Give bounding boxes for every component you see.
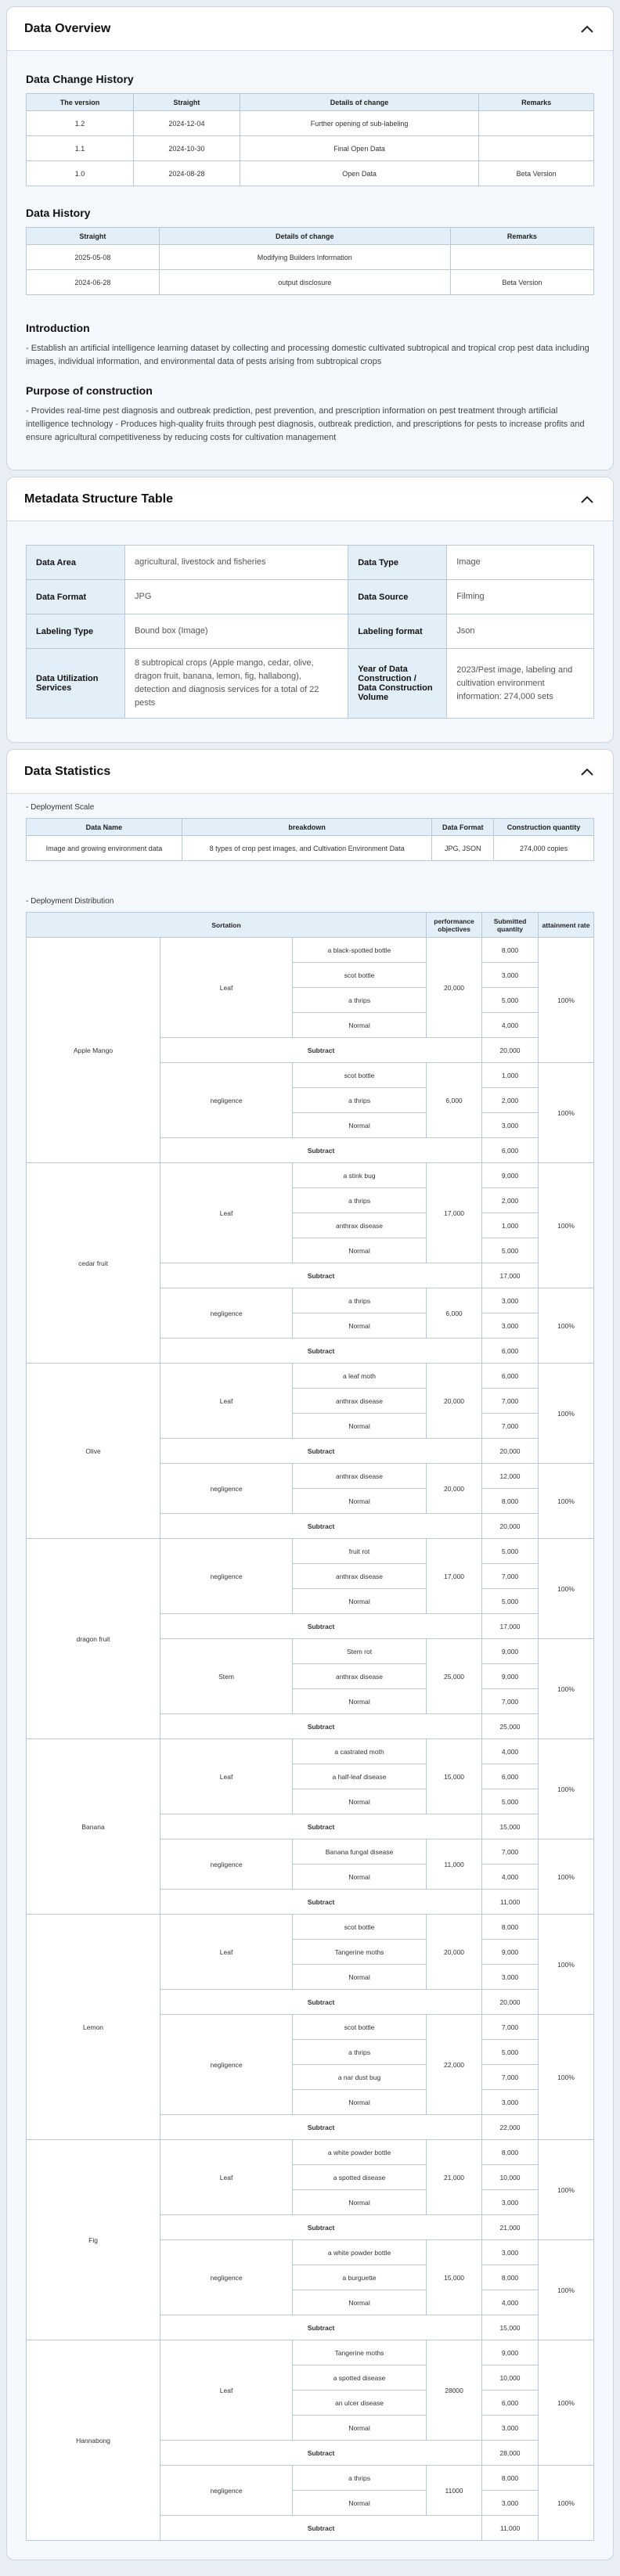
metadata-title: Metadata Structure Table (24, 492, 173, 506)
table-row (27, 161, 594, 186)
metadata-key: Data Utilization Services (27, 649, 125, 719)
column-header: Details of change (159, 228, 450, 245)
submitted-quantity-cell: 5,000 (482, 2040, 539, 2065)
table-row (27, 136, 594, 161)
pest-name-cell: a castrated moth (292, 1739, 426, 1764)
submitted-quantity-cell: 2,000 (482, 1088, 539, 1113)
pest-name-cell: Normal (292, 1789, 426, 1814)
table-cell (479, 136, 594, 161)
plant-part-cell: Leaf (160, 938, 293, 1038)
submitted-quantity-cell: 5,000 (482, 1589, 539, 1614)
data-history-title: Data History (26, 207, 91, 219)
metadata-key: Data Area (27, 546, 125, 580)
table-row (27, 270, 594, 295)
metadata-key: Data Source (348, 580, 447, 614)
pest-name-cell: a spotted disease (292, 2365, 426, 2390)
crop-name-cell: Fig (27, 2140, 160, 2340)
metadata-header[interactable] (7, 477, 613, 521)
pest-name-cell: a half-leaf disease (292, 1764, 426, 1789)
pest-name-cell: anthrax disease (292, 1464, 426, 1489)
plant-part-cell: Leaf (160, 1739, 293, 1814)
submitted-quantity-cell: 6,000 (482, 2390, 539, 2416)
metadata-key: Labeling Type (27, 614, 125, 649)
submitted-quantity-cell: 10,000 (482, 2365, 539, 2390)
subtotal-label: Subtract (160, 1439, 482, 1464)
deployment-scale-label: - Deployment Scale (26, 803, 95, 812)
subtotal-value: 17,000 (482, 1263, 539, 1288)
pest-name-cell: Normal (292, 1489, 426, 1514)
pest-name-cell: Normal (292, 1113, 426, 1138)
submitted-quantity-cell: 7,000 (482, 1414, 539, 1439)
subtotal-label: Subtract (160, 1514, 482, 1539)
pest-name-cell: Normal (292, 1313, 426, 1338)
submitted-quantity-cell: 7,000 (482, 2065, 539, 2090)
table-cell: 1.0 (27, 161, 134, 186)
subtotal-label: Subtract (160, 1614, 482, 1639)
submitted-quantity-cell: 7,000 (482, 1564, 539, 1589)
column-header: The version (27, 94, 134, 111)
plant-part-cell: negligence (160, 1839, 293, 1890)
subtotal-value: 11,000 (482, 2516, 539, 2541)
pest-name-cell: a nar dust bug (292, 2065, 426, 2090)
attainment-rate-cell: 100% (539, 2240, 594, 2340)
performance-objective-cell: 20,000 (427, 1464, 482, 1514)
data-overview-title: Data Overview (24, 21, 111, 35)
pest-name-cell: Normal (292, 1238, 426, 1263)
subtotal-label: Subtract (160, 2516, 482, 2541)
crop-name-cell: Hannabong (27, 2340, 160, 2541)
crop-name-cell: Banana (27, 1739, 160, 1915)
table-row (27, 245, 594, 270)
attainment-rate-cell: 100% (539, 2015, 594, 2140)
plant-part-cell: Leaf (160, 2140, 293, 2215)
crop-name-cell: Olive (27, 1364, 160, 1539)
subtotal-value: 28,000 (482, 2441, 539, 2466)
statistics-panel (6, 749, 614, 2560)
pest-name-cell: a spotted disease (292, 2165, 426, 2190)
performance-objective-cell: 22,000 (427, 2015, 482, 2115)
pest-name-cell: anthrax disease (292, 1213, 426, 1238)
subtotal-label: Subtract (160, 2315, 482, 2340)
data-overview-header[interactable] (7, 7, 613, 51)
attainment-rate-cell: 100% (539, 1288, 594, 1364)
table-row (27, 1915, 594, 1940)
pest-name-cell: a white powder bottle (292, 2240, 426, 2265)
pest-name-cell: scot bottle (292, 1063, 426, 1088)
table-cell: Beta Version (479, 161, 594, 186)
table-cell: 274,000 copies (494, 836, 594, 861)
attainment-rate-cell: 100% (539, 1739, 594, 1839)
table-cell: 2024-06-28 (27, 270, 160, 295)
metadata-key: Year of Data Construction / Data Construction Volume (348, 649, 447, 719)
submitted-quantity-cell: 7,000 (482, 1839, 539, 1864)
table-cell: 1.2 (27, 111, 134, 136)
table-cell: JPG, JSON (432, 836, 494, 861)
performance-objective-cell: 15,000 (427, 1739, 482, 1814)
pest-name-cell: Stem rot (292, 1639, 426, 1664)
table-cell: 2024-08-28 (133, 161, 240, 186)
column-header: Construction quantity (494, 819, 594, 836)
attainment-rate-cell: 100% (539, 1839, 594, 1915)
attainment-rate-cell: 100% (539, 1464, 594, 1539)
column-header: attainment rate (539, 913, 594, 938)
deployment-distribution-label: - Deployment Distribution (26, 897, 114, 906)
attainment-rate-cell: 100% (539, 1639, 594, 1739)
table-cell: Image and growing environment data (27, 836, 182, 861)
metadata-value: agricultural, livestock and fisheries (125, 546, 348, 580)
column-header: Submitted quantity (482, 913, 539, 938)
submitted-quantity-cell: 7,000 (482, 1389, 539, 1414)
pest-name-cell: Normal (292, 2416, 426, 2441)
metadata-value: Image (447, 546, 594, 580)
crop-name-cell: cedar fruit (27, 1163, 160, 1364)
subtotal-value: 21,000 (482, 2215, 539, 2240)
pest-name-cell: scot bottle (292, 2015, 426, 2040)
table-row (27, 111, 594, 136)
performance-objective-cell: 17,000 (427, 1163, 482, 1263)
crop-name-cell: Lemon (27, 1915, 160, 2140)
subtotal-value: 17,000 (482, 1614, 539, 1639)
table-cell: Modifying Builders Information (159, 245, 450, 270)
performance-objective-cell: 20,000 (427, 1364, 482, 1439)
column-header: Remarks (450, 228, 593, 245)
column-header: Straight (133, 94, 240, 111)
table-cell: Final Open Data (240, 136, 478, 161)
metadata-value: Json (447, 614, 594, 649)
table-cell: Further opening of sub-labeling (240, 111, 478, 136)
submitted-quantity-cell: 9,000 (482, 1664, 539, 1689)
plant-part-cell: Leaf (160, 1364, 293, 1439)
submitted-quantity-cell: 4,000 (482, 1013, 539, 1038)
metadata-table (26, 545, 594, 719)
deployment-scale-table (26, 818, 594, 861)
submitted-quantity-cell: 8,000 (482, 2140, 539, 2165)
performance-objective-cell: 6,000 (427, 1063, 482, 1138)
column-header: breakdown (182, 819, 432, 836)
performance-objective-cell: 6,000 (427, 1288, 482, 1338)
pest-name-cell: Normal (292, 1013, 426, 1038)
column-header: Data Format (432, 819, 494, 836)
pest-name-cell: Normal (292, 2090, 426, 2115)
plant-part-cell: negligence (160, 2466, 293, 2516)
pest-name-cell: a black-spotted bottle (292, 938, 426, 963)
attainment-rate-cell: 100% (539, 1915, 594, 2015)
plant-part-cell: negligence (160, 2015, 293, 2115)
subtotal-value: 20,000 (482, 1439, 539, 1464)
subtotal-value: 20,000 (482, 1038, 539, 1063)
pest-name-cell: Normal (292, 2190, 426, 2215)
attainment-rate-cell: 100% (539, 1539, 594, 1639)
pest-name-cell: a thrips (292, 2040, 426, 2065)
pest-name-cell: Normal (292, 1589, 426, 1614)
subtotal-value: 6,000 (482, 1138, 539, 1163)
submitted-quantity-cell: 8,000 (482, 938, 539, 963)
performance-objective-cell: 20,000 (427, 1915, 482, 1990)
submitted-quantity-cell: 8,000 (482, 2466, 539, 2491)
data-history-table (26, 227, 594, 295)
plant-part-cell: Stem (160, 1639, 293, 1714)
metadata-value: JPG (125, 580, 348, 614)
pest-name-cell: Banana fungal disease (292, 1839, 426, 1864)
column-header: Details of change (240, 94, 478, 111)
table-row (27, 1364, 594, 1389)
subtotal-label: Subtract (160, 1038, 482, 1063)
submitted-quantity-cell: 9,000 (482, 1163, 539, 1188)
statistics-header[interactable] (7, 750, 613, 794)
table-row (27, 1739, 594, 1764)
submitted-quantity-cell: 4,000 (482, 1864, 539, 1890)
table-row (27, 938, 594, 963)
attainment-rate-cell: 100% (539, 2340, 594, 2466)
performance-objective-cell: 11000 (427, 2466, 482, 2516)
plant-part-cell: Leaf (160, 1915, 293, 1990)
column-header: Data Name (27, 819, 182, 836)
pest-name-cell: scot bottle (292, 963, 426, 988)
submitted-quantity-cell: 6,000 (482, 1764, 539, 1789)
plant-part-cell: Leaf (160, 2340, 293, 2441)
metadata-key: Labeling format (348, 614, 447, 649)
column-header: Remarks (479, 94, 594, 111)
performance-objective-cell: 17,000 (427, 1539, 482, 1614)
submitted-quantity-cell: 3,000 (482, 1965, 539, 1990)
pest-name-cell: a thrips (292, 988, 426, 1013)
chevron-up-icon[interactable] (579, 491, 596, 508)
performance-objective-cell: 21,000 (427, 2140, 482, 2215)
subtotal-value: 20,000 (482, 1990, 539, 2015)
attainment-rate-cell: 100% (539, 2466, 594, 2541)
pest-name-cell: a leaf moth (292, 1364, 426, 1389)
table-cell: output disclosure (159, 270, 450, 295)
introduction-text: - Establish an artificial intelligence learning dataset by collecting and processing domestic cultivated subtropical and tropical crop pest data including images, individual information, and environmental data of pests arising from subtropical crops (26, 344, 589, 366)
submitted-quantity-cell: 10,000 (482, 2165, 539, 2190)
pest-name-cell: a thrips (292, 2466, 426, 2491)
subtotal-label: Subtract (160, 1263, 482, 1288)
metadata-value: Filming (447, 580, 594, 614)
crop-name-cell: Apple Mango (27, 938, 160, 1163)
plant-part-cell: negligence (160, 1539, 293, 1614)
subtotal-value: 11,000 (482, 1890, 539, 1915)
subtotal-value: 15,000 (482, 1814, 539, 1839)
submitted-quantity-cell: 4,000 (482, 1739, 539, 1764)
subtotal-label: Subtract (160, 2441, 482, 2466)
performance-objective-cell: 15,000 (427, 2240, 482, 2315)
performance-objective-cell: 28000 (427, 2340, 482, 2441)
pest-name-cell: a thrips (292, 1188, 426, 1213)
plant-part-cell: negligence (160, 1063, 293, 1138)
metadata-value: 8 subtropical crops (Apple mango, cedar, olive, dragon fruit, banana, lemon, fig, hallabong), detection and diagnosis services for a total of 22 pests (125, 649, 348, 719)
plant-part-cell: negligence (160, 2240, 293, 2315)
metadata-key: Data Format (27, 580, 125, 614)
introduction-title: Introduction (26, 322, 90, 334)
table-cell (479, 111, 594, 136)
pest-name-cell: a white powder bottle (292, 2140, 426, 2165)
pest-name-cell: a thrips (292, 1288, 426, 1313)
pest-name-cell: Normal (292, 1965, 426, 1990)
pest-name-cell: fruit rot (292, 1539, 426, 1564)
attainment-rate-cell: 100% (539, 2140, 594, 2240)
table-cell: Beta Version (450, 270, 593, 295)
metadata-key: Data Type (348, 546, 447, 580)
submitted-quantity-cell: 9,000 (482, 1940, 539, 1965)
pest-name-cell: a stink bug (292, 1163, 426, 1188)
pest-name-cell: Normal (292, 1689, 426, 1714)
submitted-quantity-cell: 1,000 (482, 1213, 539, 1238)
purpose-title: Purpose of construction (26, 384, 153, 397)
pest-name-cell: Normal (292, 2491, 426, 2516)
subtotal-value: 25,000 (482, 1714, 539, 1739)
subtotal-label: Subtract (160, 1138, 482, 1163)
pest-name-cell: Normal (292, 1414, 426, 1439)
submitted-quantity-cell: 2,000 (482, 1188, 539, 1213)
change-history-title: Data Change History (26, 73, 134, 85)
pest-name-cell: Normal (292, 1864, 426, 1890)
submitted-quantity-cell: 3,000 (482, 2090, 539, 2115)
submitted-quantity-cell: 9,000 (482, 1639, 539, 1664)
subtotal-value: 20,000 (482, 1514, 539, 1539)
metadata-value: 2023/Pest image, labeling and cultivation environment information: 274,000 sets (447, 649, 594, 719)
submitted-quantity-cell: 3,000 (482, 963, 539, 988)
purpose-text: - Provides real-time pest diagnosis and outbreak prediction, pest prevention, and prescription information on pest treatment through artificial intelligence technology - Produces high-quality fruits through pest diagnosis, outbreak prediction, and prescriptions for pests to increase profits and ensure agricultural competitiveness by reducing costs for cultivation management (26, 406, 585, 442)
submitted-quantity-cell: 5,000 (482, 1789, 539, 1814)
table-cell: 2024-10-30 (133, 136, 240, 161)
data-overview-panel (6, 6, 614, 470)
attainment-rate-cell: 100% (539, 1063, 594, 1163)
table-cell: 8 types of crop pest images, and Cultivation Environment Data (182, 836, 432, 861)
submitted-quantity-cell: 3,000 (482, 1288, 539, 1313)
performance-objective-cell: 11,000 (427, 1839, 482, 1890)
column-header: Straight (27, 228, 160, 245)
pest-name-cell: a burguette (292, 2265, 426, 2290)
metadata-row (27, 580, 594, 614)
table-cell: 2024-12-04 (133, 111, 240, 136)
submitted-quantity-cell: 1,000 (482, 1063, 539, 1088)
column-header: performance objectives (427, 913, 482, 938)
submitted-quantity-cell: 6,000 (482, 1364, 539, 1389)
plant-part-cell: negligence (160, 1288, 293, 1338)
table-cell: 1.1 (27, 136, 134, 161)
submitted-quantity-cell: 3,000 (482, 1113, 539, 1138)
submitted-quantity-cell: 7,000 (482, 2015, 539, 2040)
crop-name-cell: dragon fruit (27, 1539, 160, 1739)
pest-name-cell: anthrax disease (292, 1389, 426, 1414)
metadata-row (27, 614, 594, 649)
change-history-table (26, 93, 594, 186)
submitted-quantity-cell: 3,000 (482, 1313, 539, 1338)
table-cell: 2025-05-08 (27, 245, 160, 270)
table-row (27, 2140, 594, 2165)
subtotal-value: 6,000 (482, 1338, 539, 1364)
submitted-quantity-cell: 5,000 (482, 1539, 539, 1564)
column-header: Sortation (27, 913, 427, 938)
subtotal-label: Subtract (160, 1338, 482, 1364)
submitted-quantity-cell: 5,000 (482, 1238, 539, 1263)
pest-name-cell: Tangerine moths (292, 1940, 426, 1965)
table-cell (450, 245, 593, 270)
plant-part-cell: negligence (160, 1464, 293, 1514)
submitted-quantity-cell: 7,000 (482, 1689, 539, 1714)
subtotal-label: Subtract (160, 1890, 482, 1915)
deployment-distribution-table (26, 912, 594, 2541)
submitted-quantity-cell: 8,000 (482, 1915, 539, 1940)
submitted-quantity-cell: 3,000 (482, 2190, 539, 2215)
attainment-rate-cell: 100% (539, 1163, 594, 1288)
submitted-quantity-cell: 3,000 (482, 2416, 539, 2441)
submitted-quantity-cell: 9,000 (482, 2340, 539, 2365)
submitted-quantity-cell: 5,000 (482, 988, 539, 1013)
submitted-quantity-cell: 4,000 (482, 2290, 539, 2315)
submitted-quantity-cell: 12,000 (482, 1464, 539, 1489)
metadata-row (27, 546, 594, 580)
pest-name-cell: Tangerine moths (292, 2340, 426, 2365)
performance-objective-cell: 25,000 (427, 1639, 482, 1714)
table-cell: Open Data (240, 161, 478, 186)
pest-name-cell: scot bottle (292, 1915, 426, 1940)
subtotal-label: Subtract (160, 1990, 482, 2015)
pest-name-cell: anthrax disease (292, 1664, 426, 1689)
table-row (27, 1539, 594, 1564)
plant-part-cell: Leaf (160, 1163, 293, 1263)
metadata-value: Bound box (Image) (125, 614, 348, 649)
chevron-up-icon[interactable] (579, 20, 596, 38)
subtotal-label: Subtract (160, 1714, 482, 1739)
pest-name-cell: Normal (292, 2290, 426, 2315)
attainment-rate-cell: 100% (539, 938, 594, 1063)
statistics-title: Data Statistics (24, 764, 111, 778)
pest-name-cell: an ulcer disease (292, 2390, 426, 2416)
table-row (27, 1163, 594, 1188)
subtotal-value: 22,000 (482, 2115, 539, 2140)
metadata-panel (6, 477, 614, 743)
subtotal-label: Subtract (160, 1814, 482, 1839)
chevron-up-icon[interactable] (579, 763, 596, 780)
table-row (27, 2340, 594, 2365)
subtotal-label: Subtract (160, 2115, 482, 2140)
metadata-row (27, 649, 594, 719)
submitted-quantity-cell: 3,000 (482, 2491, 539, 2516)
attainment-rate-cell: 100% (539, 1364, 594, 1464)
pest-name-cell: anthrax disease (292, 1564, 426, 1589)
submitted-quantity-cell: 8,000 (482, 1489, 539, 1514)
performance-objective-cell: 20,000 (427, 938, 482, 1038)
submitted-quantity-cell: 8,000 (482, 2265, 539, 2290)
submitted-quantity-cell: 3,000 (482, 2240, 539, 2265)
subtotal-value: 15,000 (482, 2315, 539, 2340)
pest-name-cell: a thrips (292, 1088, 426, 1113)
table-row (27, 836, 594, 861)
subtotal-label: Subtract (160, 2215, 482, 2240)
